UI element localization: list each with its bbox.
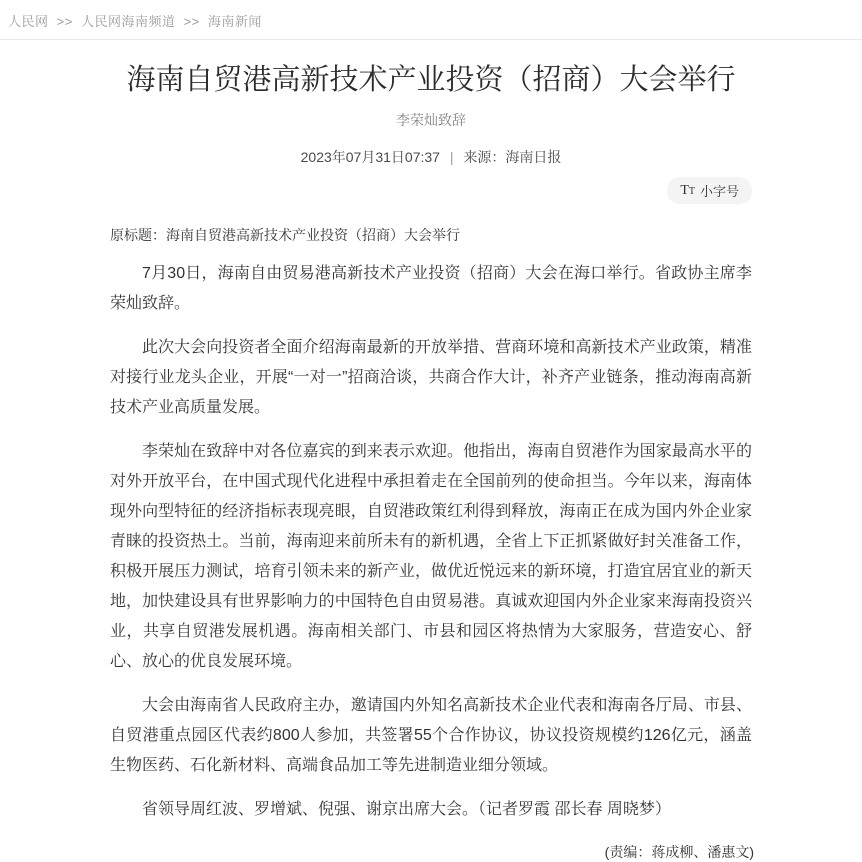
breadcrumb-separator: >> bbox=[56, 14, 73, 29]
header-divider bbox=[0, 39, 862, 40]
article-source: 来源：海南日报 bbox=[463, 148, 562, 165]
article-container bbox=[108, 63, 754, 862]
article-meta bbox=[108, 147, 754, 167]
breadcrumb bbox=[0, 0, 862, 39]
article-subtitle: 李荣灿致辞 bbox=[396, 111, 466, 128]
article-paragraph: 李荣灿在致辞中对各位嘉宾的到来表示欢迎。他指出，海南自贸港作为国家最高水平的对外开放平台，在中国式现代化进程中承担着走在全国前列的使命担当。今年以来，海南体现外向型特征的经济指标表现亮眼，自贸港政策红利得到释放，海南正在成为国内外企业家青睐的投资热土。当前，海南迎来前所未有的新机遇，全省上下正抓紧做好封关准备工作，积极开展压力测试，培育引领未来的新产业，做优近悦远来的新环境，打造宜居宜业的新天地，加快建设具有世界影响力的中国特色自由贸易港。真诚欢迎国内外企业家来海南投资兴业，共享自贸港发展机遇。海南相关部门、市县和园区将热情为大家服务，营造安心、舒心、放心的优良发展环境。 bbox=[110, 442, 752, 670]
font-size-button[interactable] bbox=[667, 177, 752, 204]
original-title: 原标题：海南自贸港高新技术产业投资（招商）大会举行 bbox=[110, 226, 460, 243]
breadcrumb-item-hainan-news[interactable]: 海南新闻 bbox=[207, 14, 262, 29]
breadcrumb-item-hainan-channel[interactable]: 人民网海南频道 bbox=[80, 14, 176, 29]
font-size-label: 小字号 bbox=[699, 183, 739, 199]
article-paragraph: 此次大会向投资者全面介绍海南最新的开放举措、营商环境和高新技术产业政策，精准对接行业龙头企业，开展“一对一”招商洽谈，共商合作大计，补齐产业链条，推动海南高新技术产业高质量发展。 bbox=[110, 338, 752, 416]
article-paragraph: 省领导周红波、罗增斌、倪强、谢京出席大会。（记者罗霞 邵长春 周晓梦） bbox=[142, 800, 671, 818]
article-title: 海南自贸港高新技术产业投资（招商）大会举行 bbox=[126, 64, 736, 96]
editor-note: (责编：蒋成柳、潘惠文) bbox=[604, 843, 754, 860]
breadcrumb-separator: >> bbox=[183, 14, 200, 29]
font-size-icon: TT bbox=[680, 182, 695, 198]
meta-separator: | bbox=[449, 148, 454, 165]
publish-date: 2023年07月31日07:37 bbox=[300, 148, 440, 165]
article-paragraph: 大会由海南省人民政府主办，邀请国内外知名高新技术企业代表和海南各厅局、市县、自贸港重点园区代表约800人参加，共签署55个合作协议，协议投资规模约126亿元，涵盖生物医药、石化新材料、高端食品加工等先进制造业细分领域。 bbox=[110, 696, 752, 774]
article-body bbox=[108, 259, 754, 825]
article-toolbar bbox=[108, 177, 754, 204]
breadcrumb-item-people-net[interactable]: 人民网 bbox=[8, 14, 49, 29]
article-paragraph: 7月30日，海南自由贸易港高新技术产业投资（招商）大会在海口举行。省政协主席李荣灿致辞。 bbox=[110, 264, 752, 312]
